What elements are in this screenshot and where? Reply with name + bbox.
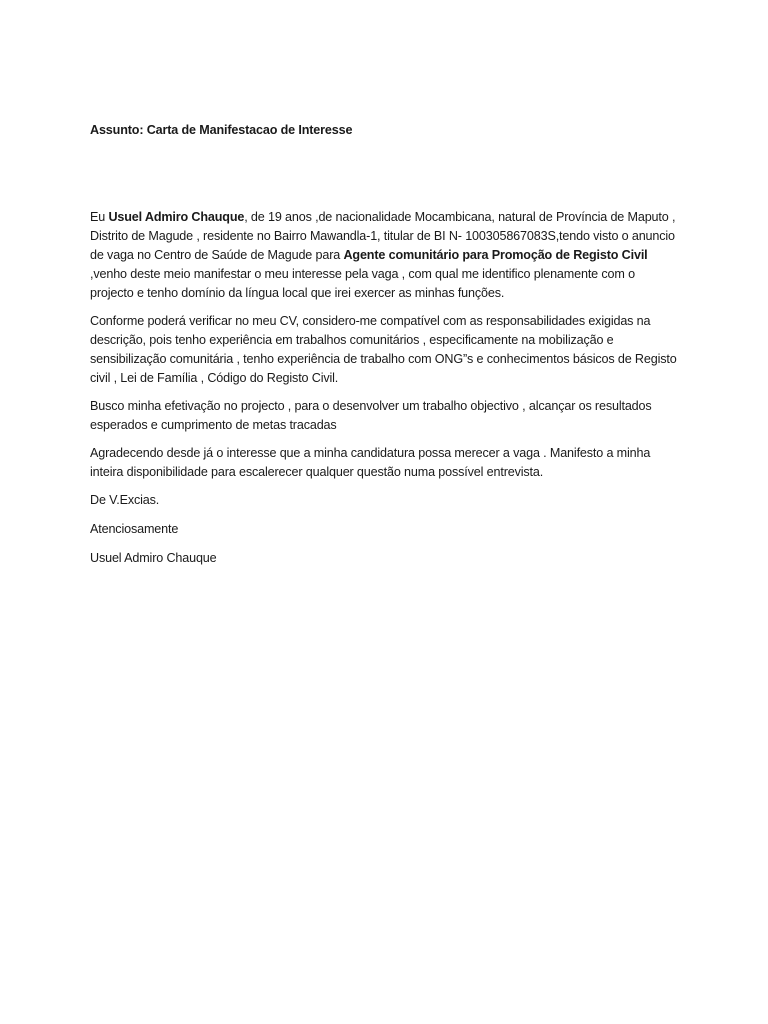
closing-regards: Atenciosamente bbox=[90, 522, 179, 536]
position-title: Agente comunitário para Promoção de Registo Civil bbox=[343, 248, 648, 262]
paragraph-thanks: Agradecendo desde já o interesse que a minha candidatura possa merecer a vaga . Manifesto a minha inteira disponibilidade para escalerecer qualquer questão numa possível entrevista. bbox=[90, 446, 651, 479]
paragraph-introduction bbox=[90, 208, 680, 303]
letter-body bbox=[90, 121, 680, 578]
letter-subject: Assunto: Carta de Manifestacao de Interesse bbox=[90, 123, 353, 137]
closing-salutation: De V.Excias. bbox=[90, 493, 160, 507]
paragraph-qualifications: Conforme poderá verificar no meu CV, considero-me compatível com as responsabilidades exigidas na descrição, pois tenho experiência em trabalhos comunitários , especificamente na mobilização e sensibilização comunitária , tenho experiência de trabalho com ONG”s e conhecimentos básicos de Registo civil , Lei de Família , Código do Registo Civil. bbox=[90, 314, 677, 385]
paragraph-goals: Busco minha efetivação no projecto , para o desenvolver um trabalho objectivo , alcançar os resultados esperados e cumprimento de metas tracadas bbox=[90, 399, 652, 432]
applicant-name: Usuel Admiro Chauque bbox=[108, 210, 245, 224]
intro-text-middle: , de 19 anos ,de nacionalidade Mocambicana, natural de Província de Maputo , Distrito de Magude , residente no Bairro Mawandla-1, titular de BI N- 100305867083S,tendo visto o anuncio de vaga no Centro de Saúde de Magude para bbox=[90, 210, 676, 262]
signature-name: Usuel Admiro Chauque bbox=[90, 551, 217, 565]
intro-text-end: ,venho deste meio manifestar o meu interesse pela vaga , com qual me identifico plenamente com o projecto e tenho domínio da língua local que irei exercer as minhas funções. bbox=[90, 267, 635, 300]
intro-text-start: Eu bbox=[90, 210, 109, 224]
